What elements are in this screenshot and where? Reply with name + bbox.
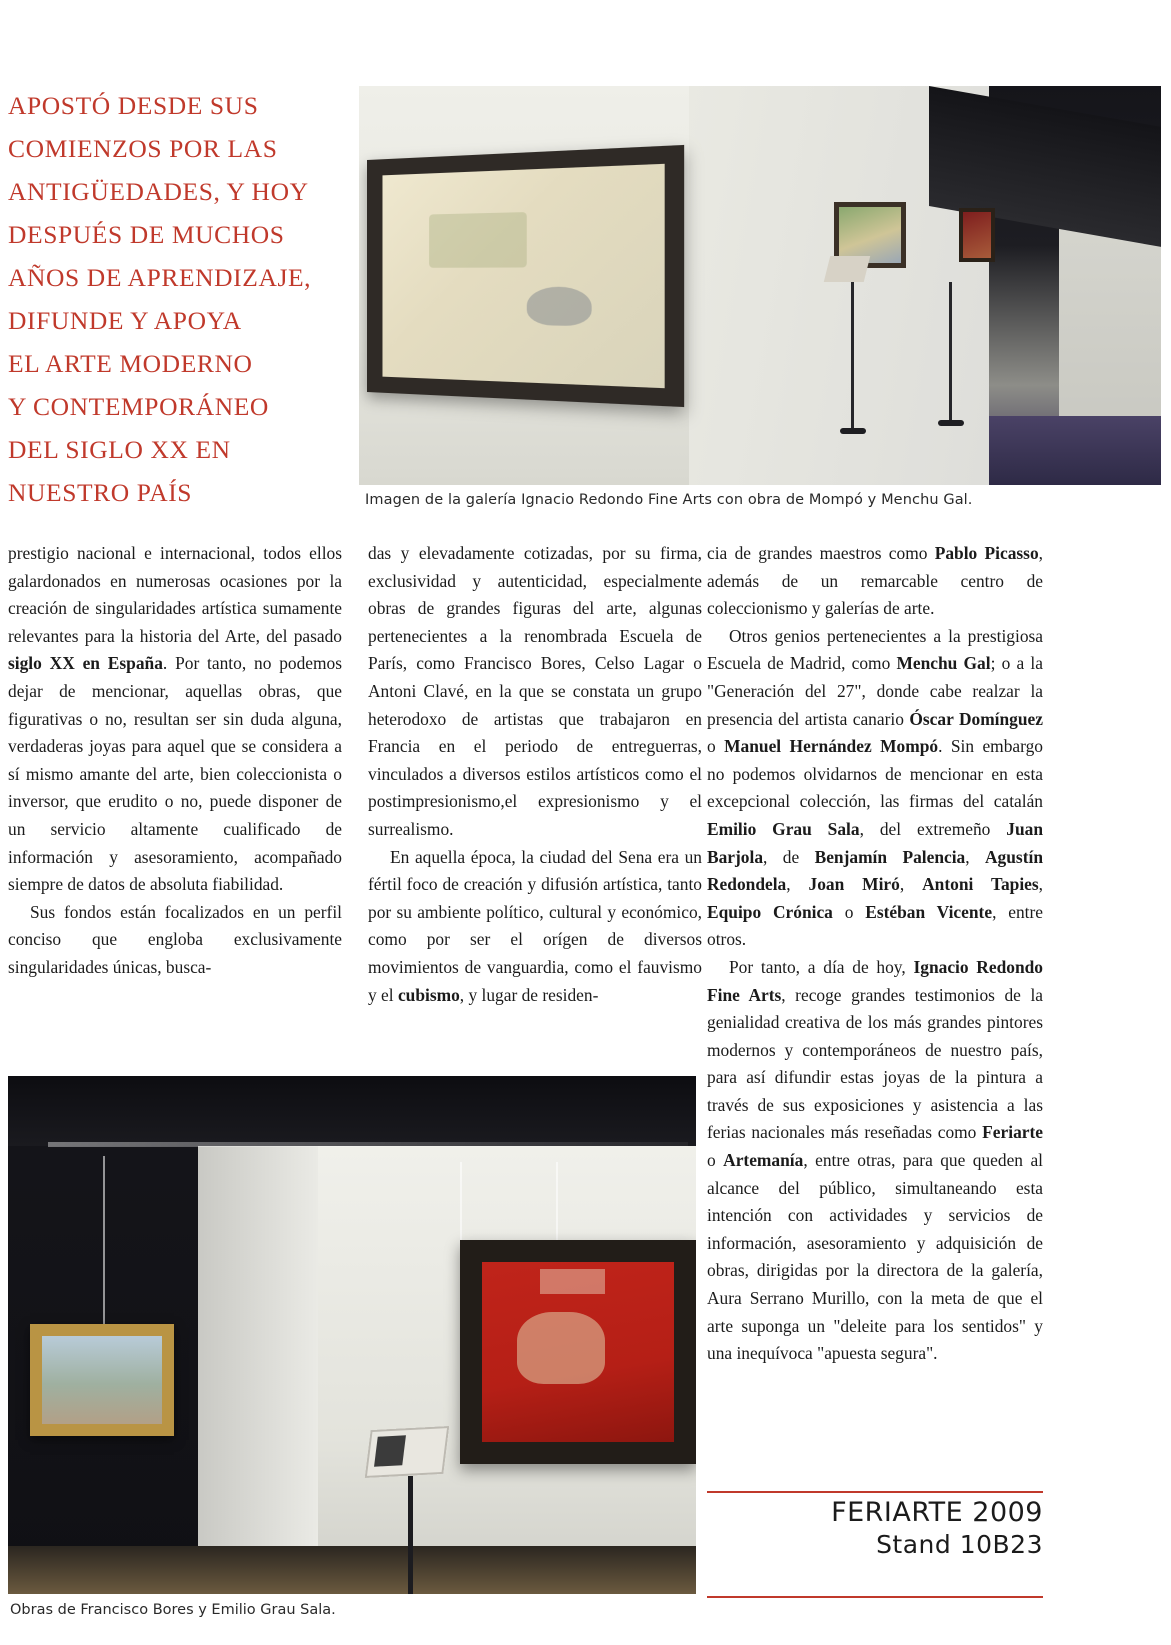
gallery-photo-bottom: [8, 1076, 696, 1594]
paragraph: Sus fondos están focalizados en un perfil conciso que engloba exclusivamente singularidades únicas, busca-: [8, 901, 342, 977]
pull-quote: [8, 84, 338, 514]
stanchion-base: [938, 420, 964, 426]
body-column-1: [8, 540, 342, 982]
event-name: FERIARTE 2009: [831, 1497, 1043, 1528]
pull-quote-line: DESPUÉS DE MUCHOS: [8, 220, 285, 249]
photo-floor: [989, 416, 1161, 485]
paragraph: Otros genios pertenecientes a la prestigiosa Escuela de Madrid, como Menchu Gal; o a la "Generación del 27", donde cabe realzar la presencia del artista canario Óscar Domínguez o Manuel Hernández Mompó. Sin embargo no podemos olvidarnos de mencionar en esta excepcional colección, las firmas del catalán Emilio Grau Sala, del extremeño Juan Barjola, de Benjamín Palencia, Agustín Redondela, Joan Miró, Antoni Tapies, Equipo Crónica o Estéban Vicente, entre otros.: [707, 625, 1044, 950]
photo-ceiling: [8, 1076, 696, 1146]
hanging-wire: [460, 1162, 462, 1244]
photo-wall-corner: [198, 1076, 318, 1594]
footer-stand-block: [707, 1497, 1043, 1559]
body-column-3: [707, 540, 1043, 1368]
figure-caption-top: Imagen de la galería Ignacio Redondo Fine Arts con obra de Mompó y Menchu Gal.: [365, 492, 973, 508]
framed-painting-grau-sala: [460, 1240, 696, 1464]
lectern-page-image: [374, 1435, 406, 1466]
pull-quote-line: DIFUNDE Y APOYA: [8, 306, 242, 335]
hanging-wire: [556, 1162, 558, 1242]
body-column-2: [368, 540, 702, 1009]
paragraph: En aquella época, la ciudad del Sena era un fértil foco de creación y difusión artística, tanto por su ambiente político, cultural y económico, como por ser el orígen de diversos movimientos de vanguardia, como el fauvismo y el cubismo, y lugar de residen-: [368, 846, 702, 1005]
stanchion-base: [840, 428, 866, 434]
pull-quote-line: EL ARTE MODERNO: [8, 349, 253, 378]
framed-painting-large: [367, 145, 684, 407]
pull-quote-line: ANTIGÜEDADES, Y HOY: [8, 177, 309, 206]
framed-painting-distant: [959, 208, 995, 262]
figure-caption-bottom: Obras de Francisco Bores y Emilio Grau Sala.: [10, 1602, 336, 1618]
paragraph: cia de grandes maestros como Pablo Picasso, además de un remarcable centro de coleccionismo y galerías de arte.: [707, 543, 1043, 619]
pull-quote-line: Y CONTEMPORÁNEO: [8, 392, 269, 421]
paragraph: das y elevadamente cotizadas, por su firma, exclusividad y autenticidad, especialmente obras de grandes figuras del arte, algunas pertenecientes a la renombrada Escuela de París, como Francisco Bores, Celso Lagar o Antoni Clavé, en la que se constata un grupo heterodoxo de artistas que trabajaron en Francia en el periodo de entreguerras, vinculados a diversos estilos artísticos como el postimpresionismo,el expresionismo y el surrealismo.: [368, 543, 702, 839]
paragraph: Por tanto, a día de hoy, Ignacio Redondo Fine Arts, recoge grandes testimonios de la genialidad creativa de los más grandes pintores modernos y contemporáneos de nuestro país, para así difundir estas joyas de la pintura a través de sus exposiciones y asistencia a las ferias nacionales más reseñadas como Feriarte o Artemanía, entre otras, para que queden al alcance del público, simultaneando esta intención con actividades y servicios de información, asesoramiento y adquisición de obras, dirigidas por la directora de la galería, Aura Serrano Murillo, con la meta de que el arte suponga un "deleite para los sentidos" y una inequívoca "apuesta segura".: [707, 956, 1043, 1364]
framed-painting-bores: [30, 1324, 174, 1436]
pull-quote-line: COMIENZOS POR LAS: [8, 134, 278, 163]
stand-number: Stand 10B23: [876, 1530, 1043, 1559]
stanchion-post: [851, 282, 854, 430]
hanging-wire: [103, 1156, 105, 1328]
pull-quote-line: AÑOS DE APRENDIZAJE,: [8, 263, 312, 292]
pull-quote-line: APOSTÓ DESDE SUS: [8, 91, 259, 120]
stanchion-post: [949, 282, 952, 422]
footer-rule-bottom: [707, 1596, 1043, 1598]
pull-quote-line: NUESTRO PAÍS: [8, 478, 193, 507]
footer-rule-top: [707, 1491, 1043, 1493]
gallery-photo-top: [359, 86, 1161, 485]
paragraph: prestigio nacional e internacional, todos ellos galardonados en numerosas ocasiones por la creación de singularidades artística sumamente relevantes para la historia del Arte, del pasado siglo XX en España. Por tanto, no podemos dejar de mencionar, aquellas obras, que figurativas o no, resultan ser sin duda alguna, verdaderas joyas para aquel que se considera a sí mismo amante del arte, bien coleccionista o inversor, que erudito o no, puede disponer de un servicio altamente cualificado de información y asesoramiento, acompañado siempre de datos de absoluta fiabilidad.: [8, 543, 343, 895]
photo-floor: [8, 1546, 696, 1594]
lectern-display: [824, 256, 870, 282]
hanging-rail: [48, 1142, 688, 1147]
pull-quote-line: DEL SIGLO XX EN: [8, 435, 231, 464]
lectern-pole: [408, 1476, 413, 1594]
